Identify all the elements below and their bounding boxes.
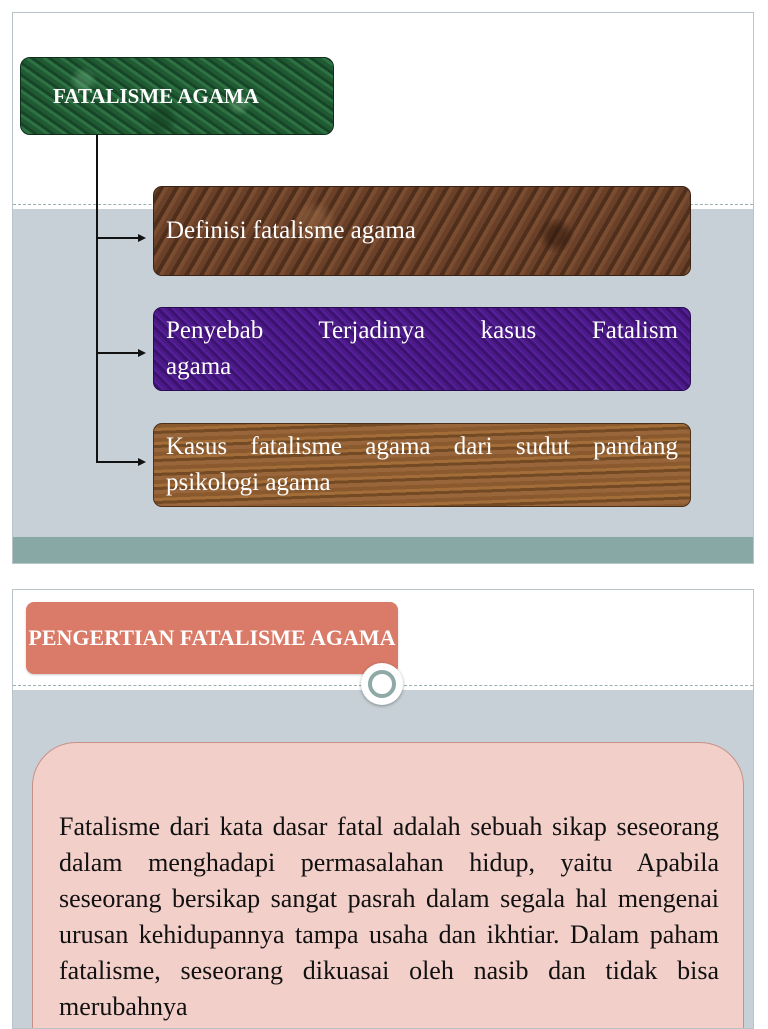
ring-ornament-icon bbox=[361, 663, 403, 705]
arrow-right-icon bbox=[138, 234, 146, 242]
connector-branch-3 bbox=[96, 461, 140, 463]
definition-box bbox=[32, 742, 744, 1029]
topic-item-kasus[interactable] bbox=[153, 423, 691, 507]
slide-2 bbox=[12, 589, 754, 1029]
ring-ornament-inner bbox=[368, 670, 396, 698]
topic-item-penyebab[interactable] bbox=[153, 307, 691, 391]
topic-item-label: Kasus fatalisme agama dari sudut pandang bbox=[166, 433, 678, 460]
slide-2-title bbox=[26, 602, 398, 674]
slide-1-footer-band bbox=[13, 537, 753, 564]
topic-item-label-line2: psikologi agama bbox=[166, 469, 331, 496]
arrow-right-icon bbox=[138, 349, 146, 357]
arrow-right-icon bbox=[138, 458, 146, 466]
definition-text: Fatalisme dari kata dasar fatal adalah sebuah sikap seseorang dalam menghadapi permasalahan hidup, yaitu Apabila seseorang bersikap sangat pasrah dalam segala hal mengenai urusan kehidupannya tampa usaha dan ikhtiar. Dalam paham fatalisme, seseorang dikuasai oleh nasib dan tidak bisa merubahnya bbox=[59, 812, 719, 1021]
connector-branch-2 bbox=[96, 352, 140, 354]
slide-1-title-text: FATALISME AGAMA bbox=[53, 83, 259, 108]
connector-line bbox=[96, 135, 98, 463]
slide-1 bbox=[12, 12, 754, 564]
connector-branch-1 bbox=[96, 237, 140, 239]
slide-2-title-text: PENGERTIAN FATALISME AGAMA bbox=[28, 625, 396, 650]
slide-1-title bbox=[20, 57, 334, 135]
topic-item-label: Penyebab Terjadinya kasus Fatalism bbox=[166, 317, 678, 344]
topic-item-definisi[interactable] bbox=[153, 186, 691, 276]
topic-item-label: Definisi fatalisme agama bbox=[166, 217, 416, 244]
topic-item-label-line2: agama bbox=[166, 353, 232, 380]
